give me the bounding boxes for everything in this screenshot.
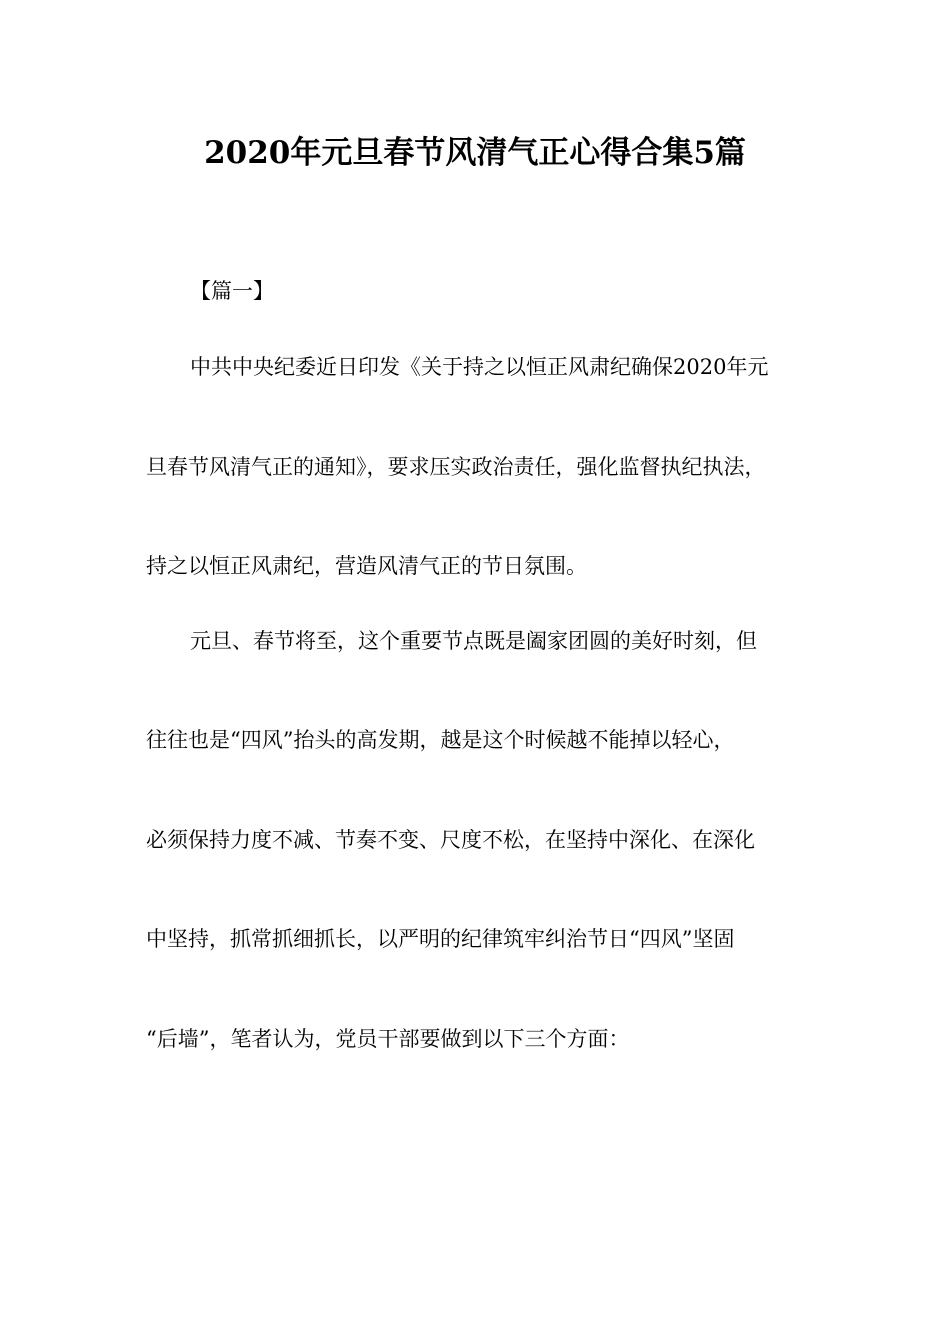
- paragraph-line: 旦春节风清气正的通知》，要求压实政治责任，强化监督执纪执法，: [146, 455, 766, 479]
- section-label: 【篇一】: [190, 279, 274, 303]
- paragraph-line: “后墙”，笔者认为，党员干部要做到以下三个方面：: [146, 1027, 630, 1051]
- paragraph-line: 中共中央纪委近日印发《关于持之以恒正风肃纪确保2020年元: [190, 355, 769, 379]
- paragraph-line: 往往也是“四风”抬头的高发期，越是这个时候越不能掉以轻心，: [146, 728, 735, 752]
- paragraph-line: 必须保持力度不减、节奏不变、尺度不松，在坚持中深化、在深化: [146, 828, 755, 852]
- paragraph-line: 元旦、春节将至，这个重要节点既是阖家团圆的美好时刻，但: [190, 629, 757, 653]
- paragraph-line: 中坚持，抓常抓细抓长，以严明的纪律筑牢纠治节日“四风”坚固: [146, 927, 735, 951]
- document-title: 2020年元旦春节风清气正心得合集5篇: [204, 135, 746, 171]
- paragraph-line: 持之以恒正风肃纪，营造风清气正的节日氛围。: [146, 554, 587, 578]
